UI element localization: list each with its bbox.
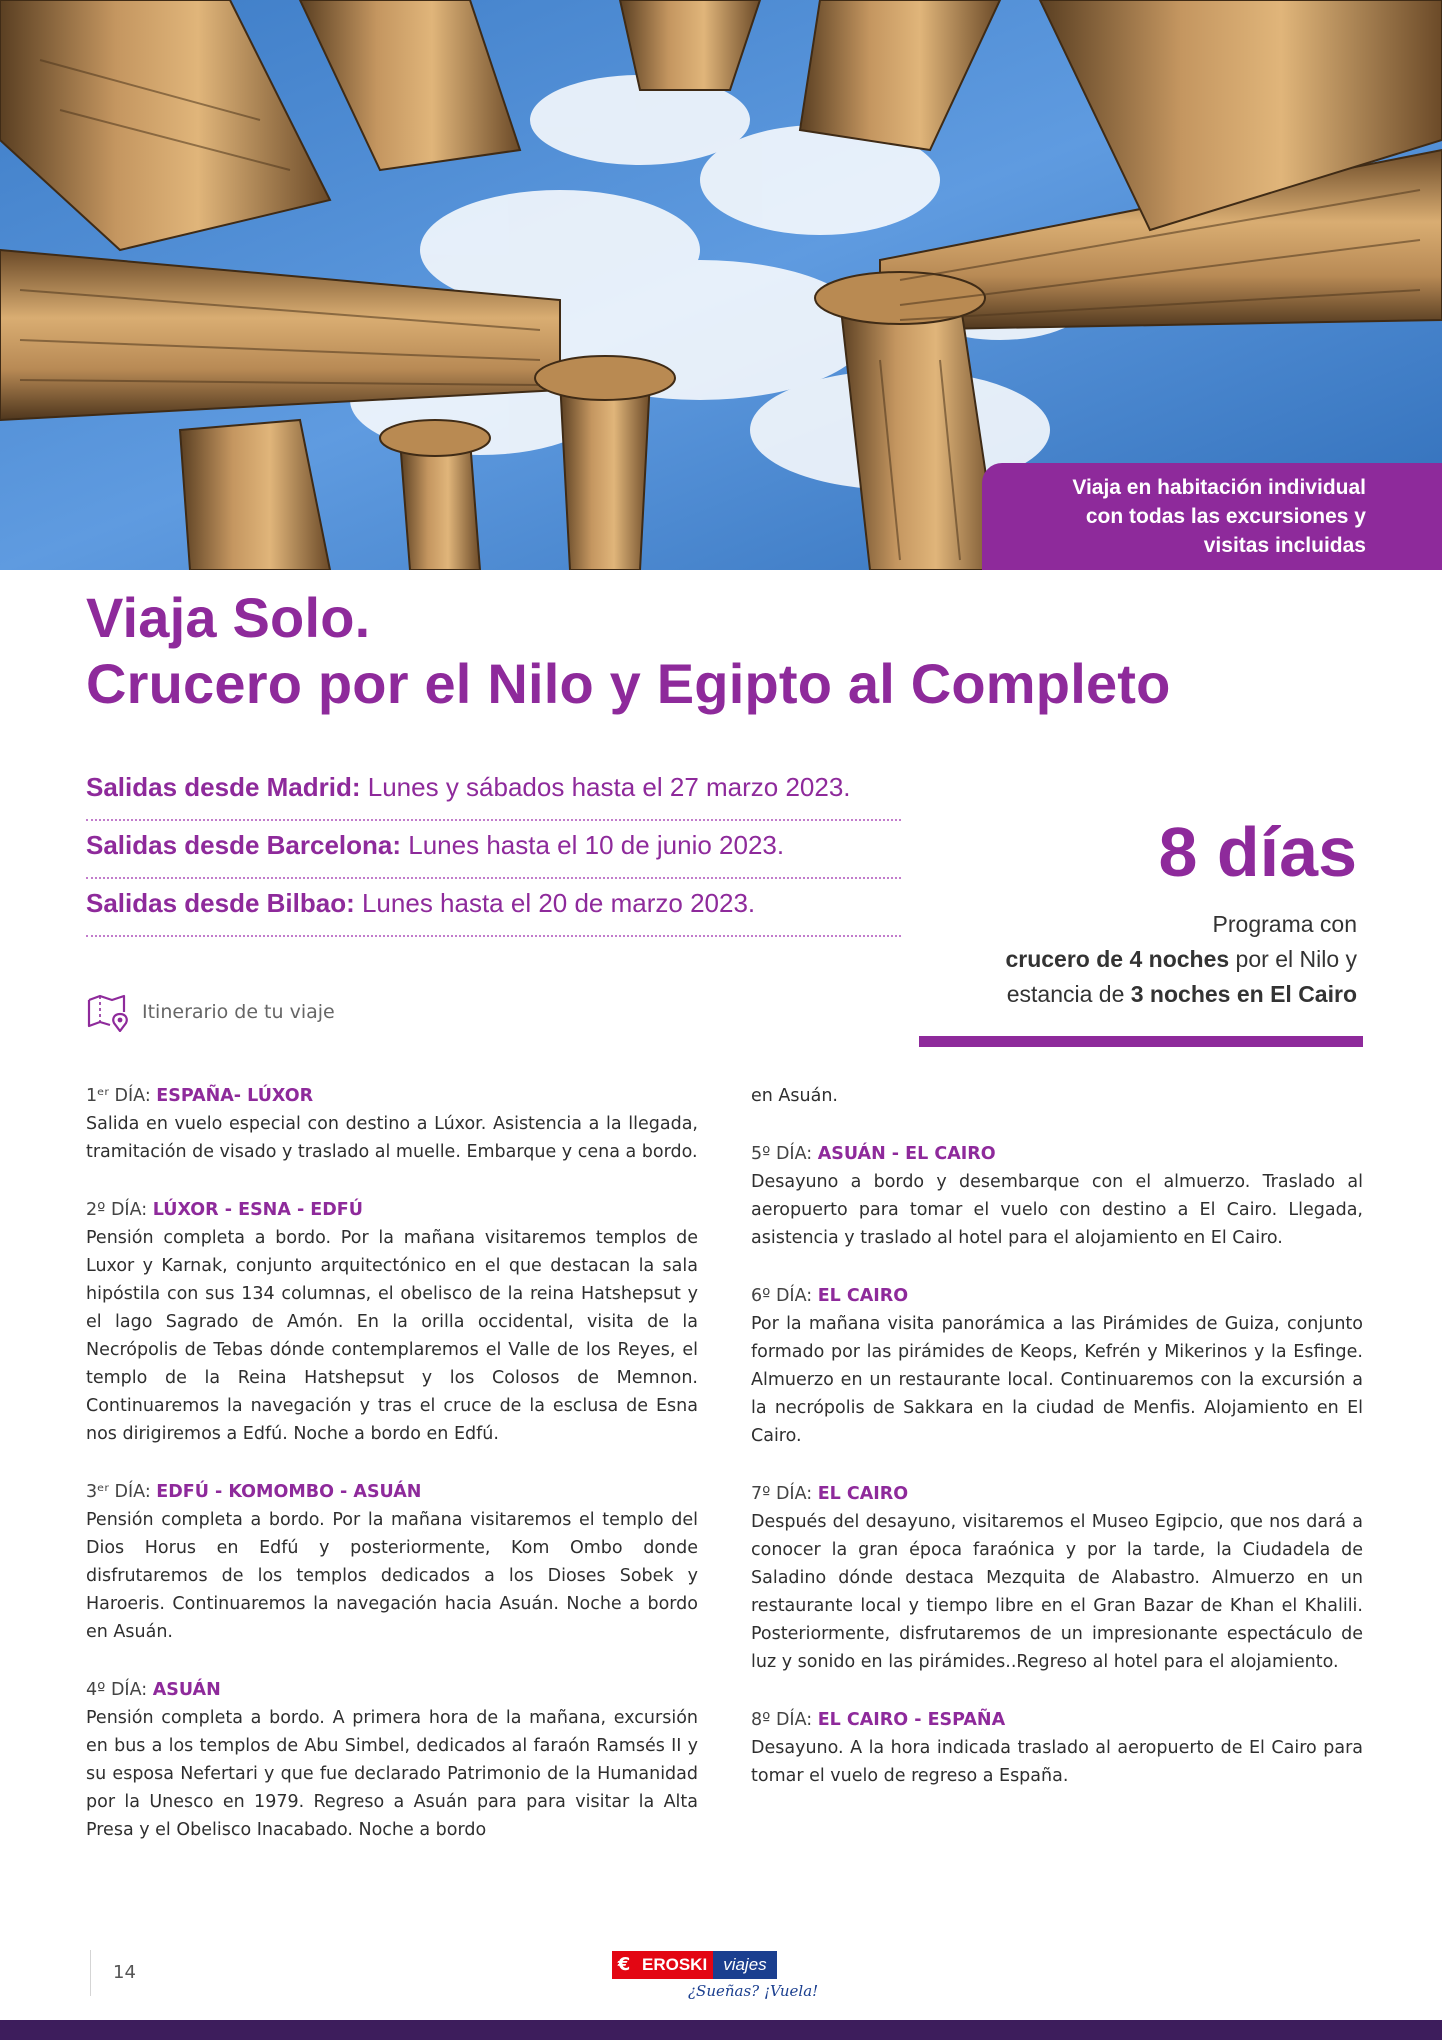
badge-line: con todas las excursiones y <box>1085 505 1366 528</box>
itinerary-day-5 <box>751 1140 1363 1252</box>
day-description: Salida en vuelo especial con destino a Lúxor. Asistencia a la llegada, tramitación de visado y traslado al muelle. Embarque y cena a bordo. <box>86 1114 698 1162</box>
itinerary-day-3 <box>86 1478 698 1646</box>
day-route: EDFÚ - KOMOMBO - ASUÁN <box>156 1482 422 1502</box>
day-route: EL CAIRO <box>817 1484 909 1504</box>
departure-label: Salidas desde Madrid: <box>86 772 361 802</box>
itinerary-column-left <box>86 1082 698 1874</box>
day-number: 4º DÍA: <box>86 1680 153 1700</box>
program-line-2-rest: por el Nilo y <box>1229 946 1357 972</box>
day-number: 5º DÍA: <box>751 1144 818 1164</box>
day-title <box>86 1196 698 1224</box>
departures-list <box>86 763 901 937</box>
day-description: Pensión completa a bordo. Por la mañana visitaremos el templo del Dios Horus en Edfú y posteriormente, Kom Ombo donde disfrutaremos de los templos dedicados a los Dioses Sobek y Haroeris. Continuaremos la navegación hacia Asuán. Noche a bordo en Asuán. <box>86 1510 698 1642</box>
departure-text: Lunes hasta el 10 de junio 2023. <box>401 830 785 860</box>
logo-slogan: ¿Sueñas? ¡Vuela! <box>688 1982 819 2000</box>
title-line-2: Crucero por el Nilo y Egipto al Completo <box>86 652 1171 715</box>
day-route: ASUÁN <box>152 1680 221 1700</box>
day-title <box>86 1082 698 1110</box>
trip-duration: 8 días <box>1158 813 1357 891</box>
day-number: 6º DÍA: <box>751 1286 818 1306</box>
program-line-3 <box>1005 977 1357 1012</box>
day-title <box>86 1676 698 1704</box>
day-title <box>751 1706 1363 1734</box>
day-title <box>751 1282 1363 1310</box>
day-description: Desayuno. A la hora indicada traslado al aeropuerto de El Cairo para tomar el vuelo de regreso a España. <box>751 1738 1363 1786</box>
day-number: 8º DÍA: <box>751 1710 818 1730</box>
itinerary-day-2 <box>86 1196 698 1448</box>
program-line-3-start: estancia de <box>1006 981 1131 1007</box>
itinerary-day-8 <box>751 1706 1363 1790</box>
departure-barcelona <box>86 821 901 879</box>
day-description: Desayuno a bordo y desembarque con el almuerzo. Traslado al aeropuerto para tomar el vuelo con destino a El Cairo. Llegada, asistencia y traslado al hotel para el alojamiento en El Cairo. <box>751 1172 1363 1248</box>
program-line-2 <box>1005 942 1357 977</box>
logo-bar <box>612 1951 826 1979</box>
itinerary-column-right <box>751 1082 1363 1820</box>
departure-bilbao <box>86 879 901 937</box>
day-description: Después del desayuno, visitaremos el Museo Egipcio, que nos dará a conocer la gran época faraónica y por la tarde, la Ciudadela de Saladino dónde destaca Mezquita de Alabastro. Almuerzo en un restaurante local y tiempo libre en el Gran Bazar de Khan el Khalili. Posteriormente, disfrutaremos de un impresionante espectáculo de luz y sonido en las pirámides..Regreso al hotel para el alojamiento. <box>751 1512 1363 1672</box>
footer-bar <box>0 2020 1442 2040</box>
departure-text: Lunes y sábados hasta el 27 marzo 2023. <box>360 772 851 802</box>
itinerary-day-6 <box>751 1282 1363 1450</box>
logo-brand-sub: viajes <box>713 1951 776 1979</box>
itinerary-day-1 <box>86 1082 698 1166</box>
day-route: ESPAÑA- LÚXOR <box>156 1086 314 1106</box>
departure-label: Salidas desde Barcelona: <box>86 830 402 860</box>
itinerary-header <box>86 992 335 1032</box>
itinerary-day-4 <box>86 1676 698 1844</box>
program-underline <box>919 1036 1363 1047</box>
departure-label: Salidas desde Bilbao: <box>86 888 355 918</box>
day-description: Por la mañana visita panorámica a las Pirámides de Guiza, conjunto formado por las pirámides de Keops, Kefrén y Mikerinos y la Esfinge. Almuerzo en un restaurante local. Continuaremos con la excursión a la necrópolis de Sakkara en la ciudad de Menfis. Alojamiento en El Cairo. <box>751 1314 1363 1446</box>
page-number-divider <box>90 1950 91 1996</box>
badge-line: visitas incluidas <box>1203 534 1366 557</box>
day-route: EL CAIRO <box>817 1286 909 1306</box>
itinerary-label: Itinerario de tu viaje <box>142 1001 335 1023</box>
day-number: 7º DÍA: <box>751 1484 818 1504</box>
day-route: LÚXOR - ESNA - EDFÚ <box>152 1200 363 1220</box>
day-title <box>86 1478 698 1506</box>
eroski-e-icon: € <box>612 1951 636 1979</box>
day-route: EL CAIRO - ESPAÑA <box>817 1710 1006 1730</box>
map-pin-icon <box>86 992 132 1032</box>
page-number: 14 <box>113 1962 136 1983</box>
day-4-continued: en Asuán. <box>751 1086 838 1106</box>
day-description: Pensión completa a bordo. A primera hora de la mañana, excursión en bus a los templos de Abu Simbel, dedicados al faraón Ramsés II y su esposa Nefertari y que fue declarado Patrimonio de la Humanidad por la Unesco en 1979. Regreso a Asuán para para visitar la Alta Presa y el Obelisco Inacabado. Noche a bordo <box>86 1708 698 1840</box>
day-title <box>751 1140 1363 1168</box>
day-number: 1ᵉʳ DÍA: <box>86 1086 157 1106</box>
title-line-1: Viaja Solo. <box>86 586 371 649</box>
badge-line: Viaja en habitación individual <box>1072 476 1366 499</box>
day-route: ASUÁN - EL CAIRO <box>817 1144 996 1164</box>
program-cruise-nights: crucero de 4 noches <box>1005 946 1230 972</box>
program-summary <box>1005 907 1357 1012</box>
itinerary-day-7 <box>751 1480 1363 1676</box>
solo-traveller-badge <box>982 463 1442 570</box>
day-description: Pensión completa a bordo. Por la mañana visitaremos templos de Luxor y Karnak, conjunto arquitectónico en el que destacan la sala hipóstila con sus 134 columnas, el obelisco de la reina Hatshepsut y el lago Sagrado de Amón. En la orilla occidental, visita de la Necrópolis de Tebas dónde contemplaremos el Valle de los Reyes, el templo de la Reina Hatshepsut y los Colosos de Memnon. Continuaremos la navegación y tras el cruce de la esclusa de Esna nos dirigiremos a Edfú. Noche a bordo en Edfú. <box>86 1228 698 1444</box>
program-cairo-nights: 3 noches en El Cairo <box>1130 981 1357 1007</box>
page-title <box>86 585 1171 717</box>
program-line-1: Programa con <box>1212 911 1357 937</box>
departure-madrid <box>86 763 901 821</box>
eroski-viajes-logo <box>612 1951 826 2011</box>
day-number: 3ᵉʳ DÍA: <box>86 1482 157 1502</box>
day-title <box>751 1480 1363 1508</box>
day-number: 2º DÍA: <box>86 1200 153 1220</box>
departure-text: Lunes hasta el 20 de marzo 2023. <box>354 888 756 918</box>
logo-brand-name: EROSKI <box>636 1951 713 1979</box>
